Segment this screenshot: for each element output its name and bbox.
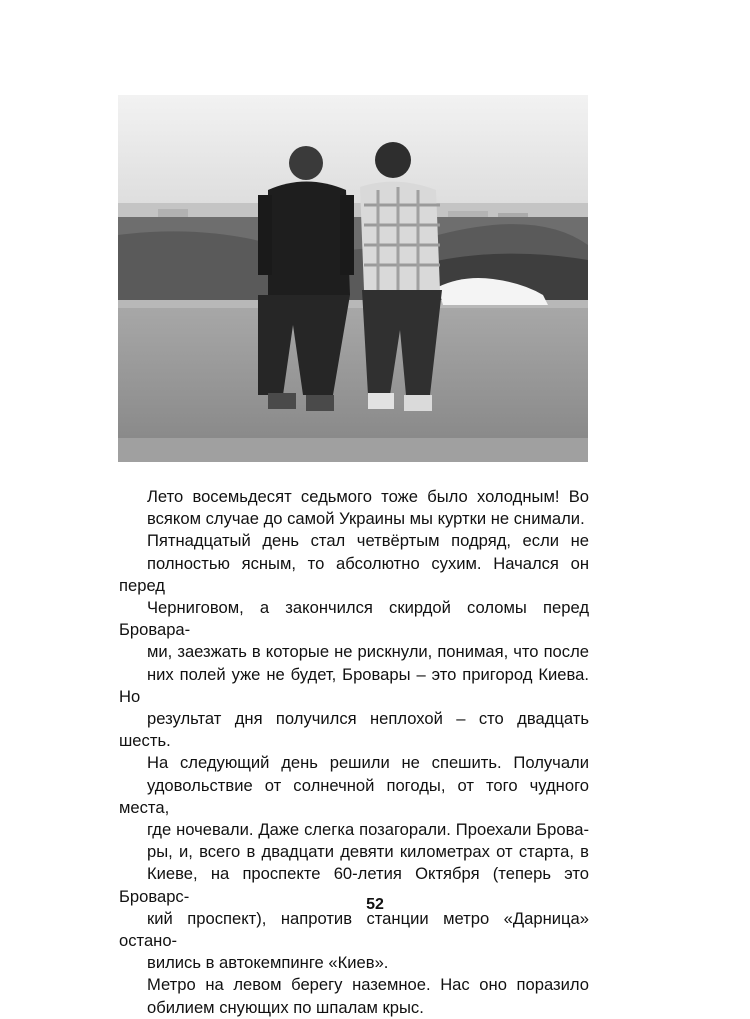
text-line: Метро на левом берегу наземное. Нас оно поразило [147, 975, 589, 995]
text-line: где ночевали. Даже слегка позагорали. Проехали Брова- [147, 820, 589, 840]
text-line: кий проспект), напротив станции метро «Дарница» остано- [119, 908, 589, 951]
text-line: результат дня получился неплохой – сто двадцать шесть. [119, 709, 589, 751]
page-number: 52 [366, 896, 384, 913]
text-line: ми, заезжать в которые не рискнули, понимая, что после [147, 642, 589, 662]
paragraph-4 [119, 974, 589, 1018]
text-line: Лето восемьдесят седьмого тоже было холодным! Во [147, 487, 589, 506]
text-line: ры, и, всего в двадцати девяти километрах от старта, в [147, 842, 589, 862]
paragraph-2 [119, 530, 589, 752]
photograph [118, 95, 588, 462]
text-line: вились в автокемпинге «Киев». [147, 953, 389, 973]
text-line: удовольствие от солнечной погоды, от того чудного места, [119, 775, 589, 817]
text-line: На следующий день решили не спешить. Получали [147, 753, 589, 773]
text-line: полностью ясным, то абсолютно сухим. Начался он перед [119, 553, 589, 595]
photo-illustration [118, 95, 588, 462]
paragraph-1 [119, 486, 589, 530]
text-line: них полей уже не будет, Бровары – это пригород Киева. Но [119, 664, 589, 706]
paragraph-3 [119, 752, 589, 974]
text-line: Киеве, на проспекте 60-летия Октября (теперь это Броварс- [119, 864, 589, 906]
text-line: всяком случае до самой Украины мы куртки не снимали. [147, 509, 585, 529]
text-line: Черниговом, а закончился скирдой соломы перед Бровара- [119, 598, 589, 640]
text-line: Пятнадцатый день стал четвёртым подряд, если не [147, 531, 589, 551]
body-text [119, 486, 589, 1019]
text-line: обилием снующих по шпалам крыс. [147, 997, 424, 1017]
